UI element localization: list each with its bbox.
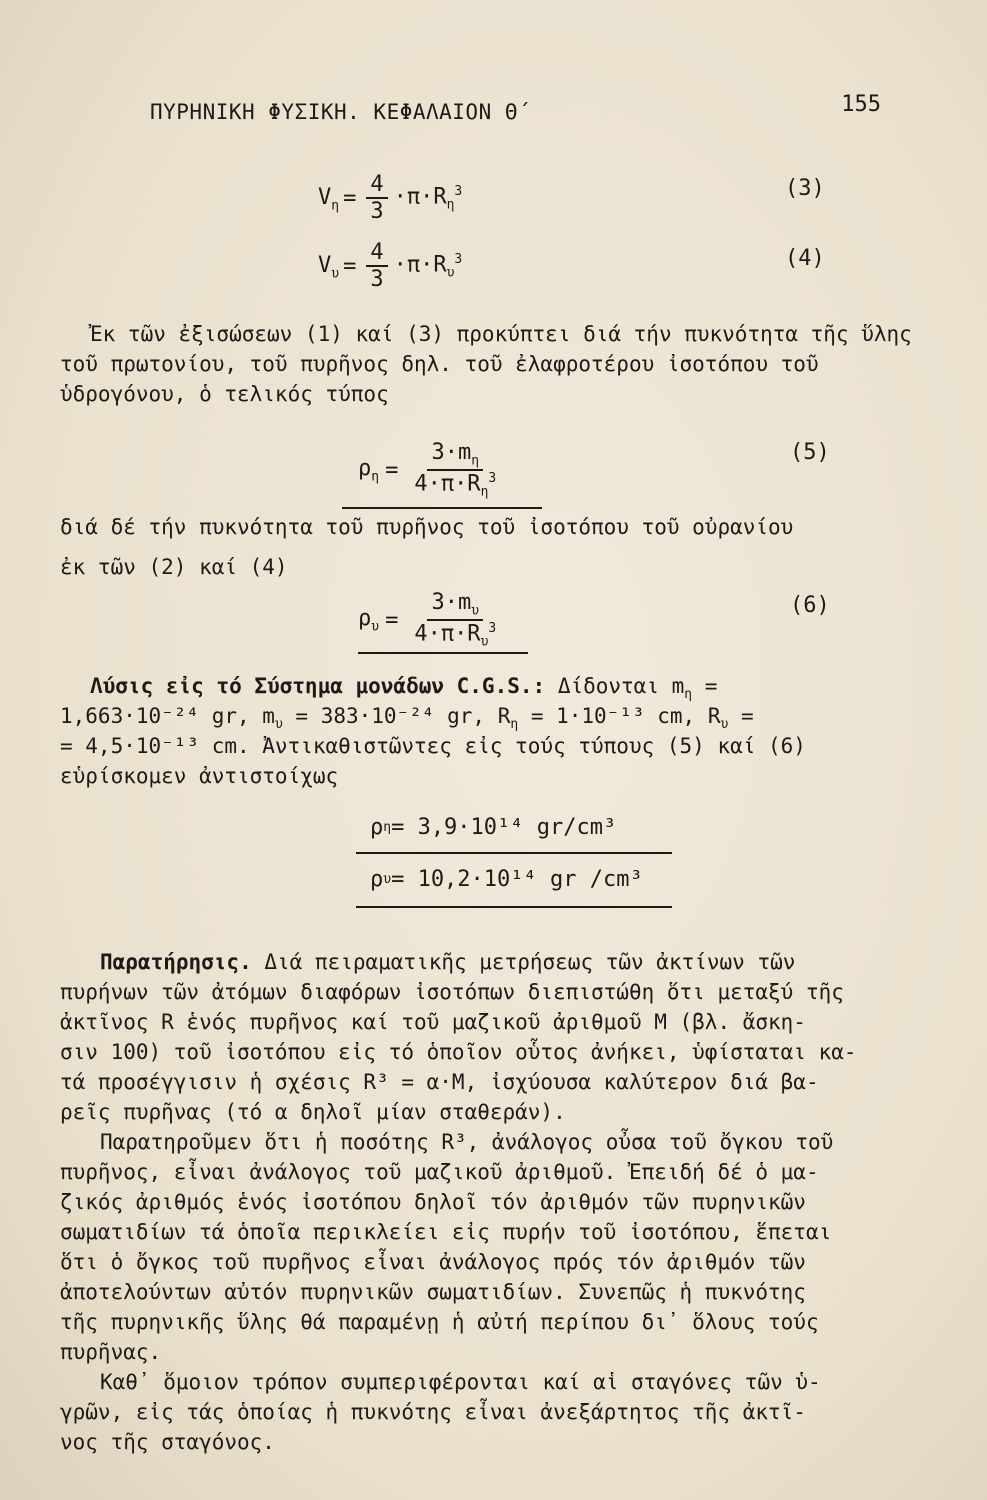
result-1-underline xyxy=(356,852,672,854)
equation-4-label: (4) xyxy=(785,246,825,271)
solution-line-4: εὑρίσκομεν ἀντιστοίχως xyxy=(60,764,339,788)
eq4-rhs: $\cdot\pi\cdot R_\upsilon^3$ xyxy=(393,252,463,282)
paragraph-1-line-3: ὑδρογόνου, ὁ τελικός τύπος xyxy=(60,382,389,406)
paragraph-4-line-7: τῆς πυρηνικῆς ὕλης θά παραμένῃ ἡ αὐτή περίπου δι᾽ ὅλους τούς xyxy=(60,1310,819,1334)
observation-heading: Παρατήρησις. xyxy=(100,950,252,974)
result-density-hydrogen: ρ η = 3,9·10¹⁴ gr/cm³ xyxy=(370,815,617,840)
observation-line-3: ἀκτῖνος R ἑνός πυρῆνος καί τοῦ μαζικοῦ ἀριθμοῦ M (βλ. ἄσκη- xyxy=(60,1010,806,1034)
equation-5: $\rho_\eta$ = $\frac{3\cdot m_\eta}{4\cdot\pi\cdot R_\eta^3}$ xyxy=(358,440,506,501)
equation-6: $\rho_\upsilon$ = $\frac{3\cdot m_\upsilon}{4\cdot\pi\cdot R_\upsilon^3}$ xyxy=(358,590,506,651)
observation-line-2: πυρήνων τῶν ἀτόμων διαφόρων ἰσοτόπων διεπιστώθη ὅτι μεταξύ τῆς xyxy=(60,980,844,1004)
observation-line-6: ρεῖς πυρῆνας (τό α δηλοῖ μίαν σταθεράν). xyxy=(60,1100,566,1124)
equation-3: $V_\eta$ = $\frac{4}{3}$ $\cdot\pi\cdot R_\eta^3$ xyxy=(318,172,463,225)
equation-4: $V_\upsilon$ = $\frac{4}{3}$ $\cdot\pi\cdot R_\upsilon^3$ xyxy=(318,240,463,293)
result-density-uranium: ρ υ = 10,2·10¹⁴ gr /cm³ xyxy=(370,867,643,892)
paragraph-5-line-1: Καθ᾽ ὅμοιον τρόπον συμπεριφέρονται καί αἱ σταγόνες τῶν ὑ- xyxy=(100,1370,821,1394)
paragraph-4-line-6: ἀποτελούντων αὐτόν πυρηνικῶν σωματιδίων. Συνεπῶς ἡ πυκνότης xyxy=(60,1280,806,1304)
equation-5-underline xyxy=(342,507,542,509)
paragraph-4-line-8: πυρῆνας. xyxy=(60,1340,162,1364)
paragraph-4-line-1: Παρατηροῦμεν ὅτι ἡ ποσότης R³, ἀνάλογος οὖσα τοῦ ὄγκου τοῦ xyxy=(100,1130,834,1154)
paragraph-4-line-4: σωματιδίων τά ὁποῖα περικλείει εἰς πυρήν τοῦ ἰσοτόπου, ἕπεται xyxy=(60,1220,832,1244)
equation-3-label: (3) xyxy=(785,176,825,201)
observation-line-1: Παρατήρησις. Διά πειραματικῆς μετρήσεως τῶν ἀκτίνων τῶν xyxy=(100,950,796,974)
paragraph-4-line-5: ὅτι ὁ ὄγκος τοῦ πυρῆνος εἶναι ἀνάλογος πρός τόν ἀριθμόν τῶν xyxy=(60,1250,806,1274)
solution-line-3: = 4,5·10⁻¹³ cm. Ἀντικαθιστῶντες εἰς τούς τύπους (5) καί (6) xyxy=(60,734,806,758)
solution-heading: Λύσις εἰς τό Σύστημα μονάδων C.G.S.: xyxy=(90,674,546,698)
paragraph-4-line-3: ζικός ἀριθμός ἑνός ἰσοτόπου δηλοῖ τόν ἀριθμόν τῶν πυρηνικῶν xyxy=(60,1190,806,1214)
paragraph-1-line-1: Ἐκ τῶν ἐξισώσεων (1) καί (3) προκύπτει διά τήν πυκνότητα τῆς ὕλης xyxy=(90,322,912,346)
eq3-rhs: $\cdot\pi\cdot R_\eta^3$ xyxy=(393,184,463,214)
equation-5-label: (5) xyxy=(790,440,830,465)
eq5-fraction: $\frac{3\cdot m_\eta}{4\cdot\pi\cdot R_\eta^3}$ xyxy=(414,440,497,501)
eq6-lhs: $\rho_\upsilon$ xyxy=(358,606,380,635)
eq6-fraction: $\frac{3\cdot m_\upsilon}{4\cdot\pi\cdot R_\upsilon^3}$ xyxy=(414,590,497,651)
eq5-lhs: $\rho_\eta$ xyxy=(358,456,380,485)
solution-line-2: 1,663·10⁻²⁴ gr, $m_\upsilon = 383\cdot 10^{-24}$ gr, $R_\eta = 1\cdot 10^{-13}$ cm, $R_\upsilon$ = xyxy=(60,704,754,733)
paragraph-5-line-3: νος τῆς σταγόνος. xyxy=(60,1430,275,1454)
eq3-fraction: $\frac{4}{3}$ xyxy=(366,172,387,226)
paragraph-4-line-2: πυρῆνος, εἶναι ἀνάλογος τοῦ μαζικοῦ ἀριθμοῦ. Ἐπειδή δέ ὁ μα- xyxy=(60,1160,819,1184)
eq3-lhs: $V_\eta$ xyxy=(318,184,340,214)
equation-6-label: (6) xyxy=(790,593,830,618)
page-number: 155 xyxy=(841,92,881,117)
paragraph-5-line-2: γρῶν, εἰς τάς ὁποίας ἡ πυκνότης εἶναι ἀνεξάρτητος τῆς ἀκτῖ- xyxy=(60,1400,806,1424)
eq4-lhs: $V_\upsilon$ xyxy=(318,252,340,282)
observation-line-4: σιν 100) τοῦ ἰσοτόπου εἰς τό ὁποῖον οὗτος ἀνήκει, ὑφίσταται κα- xyxy=(60,1040,857,1064)
paragraph-2-line-2: ἐκ τῶν (2) καί (4) xyxy=(60,555,288,579)
chapter-header: ΠΥΡΗΝΙΚΗ ΦΥΣΙΚΗ. ΚΕΦΑΛΑΙΟΝ Θ΄ xyxy=(150,100,532,124)
observation-line-5: τά προσέγγισιν ἡ σχέσις R³ = α·M, ἰσχύουσα καλύτερον διά βα- xyxy=(60,1070,819,1094)
eq4-fraction: $\frac{4}{3}$ xyxy=(366,240,387,294)
paragraph-1-line-2: τοῦ πρωτονίου, τοῦ πυρῆνος δηλ. τοῦ ἐλαφροτέρου ἰσοτόπου τοῦ xyxy=(60,352,819,376)
solution-line-1: Λύσις εἰς τό Σύστημα μονάδων C.G.S.: Δίδονται $m_\eta$ = xyxy=(90,674,718,703)
result-2-underline xyxy=(356,906,672,908)
equation-6-underline xyxy=(358,652,528,654)
paragraph-2-line-1: διά δέ τήν πυκνότητα τοῦ πυρῆνος τοῦ ἰσοτόπου τοῦ οὐρανίου xyxy=(60,515,794,539)
